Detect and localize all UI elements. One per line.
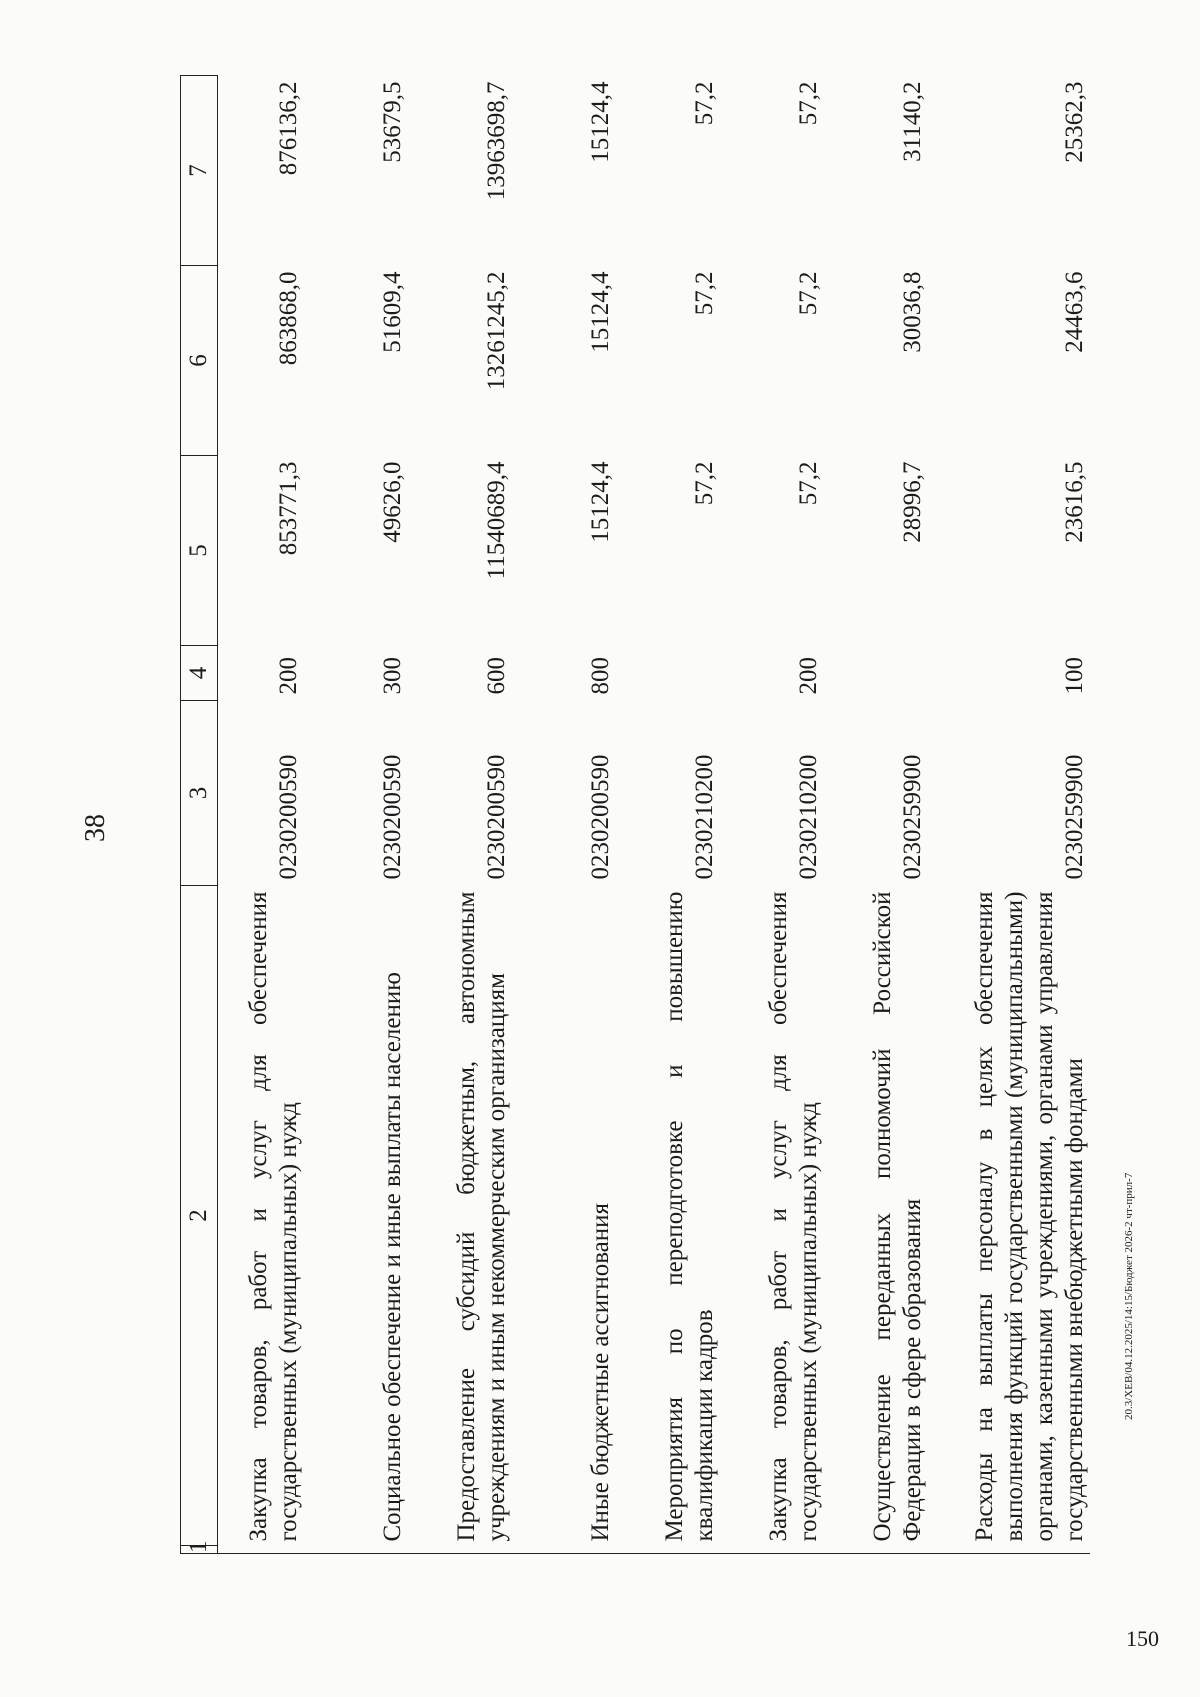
row-value-6: 13261245,2 — [483, 271, 510, 391]
row-description: Иные бюджетные ассигнования — [587, 1202, 614, 1542]
column-header-2: 2 — [181, 886, 218, 1546]
row-value-7: 57,2 — [795, 81, 822, 126]
row-code: 0230200590 — [275, 754, 302, 880]
row-marker-cell — [928, 1546, 1090, 1554]
row-value-6: 51609,4 — [379, 271, 406, 353]
row-kind: 800 — [587, 657, 614, 695]
row-description: Осуществление переданных полномочий Российской Федерации в сфере образования — [869, 891, 926, 1542]
row-value-7: 15124,4 — [587, 81, 614, 163]
row-value-5: 15124,4 — [587, 461, 614, 543]
row-marker-cell — [304, 1546, 408, 1554]
row-code: 0230210200 — [691, 754, 718, 880]
page-number-top: 38 — [80, 814, 111, 842]
row-description: Закупка товаров, работ и услуг для обеспечения государственных (муниципальных) нужд — [765, 891, 822, 1542]
row-value-5: 11540689,4 — [483, 461, 510, 580]
row-code: 0230200590 — [587, 754, 614, 880]
row-value-7: 57,2 — [691, 81, 718, 126]
row-description: Расходы на выплаты персоналу в целях обеспечения выполнения функций государственными (муниципальными) органами, казенными учреждениями, органами управления государственными внебюджетными фондами — [971, 891, 1088, 1542]
page-number-bottom: 150 — [1126, 1626, 1159, 1651]
column-header-4: 4 — [181, 646, 218, 701]
row-marker-cell — [616, 1546, 720, 1554]
table-row — [928, 76, 1090, 1554]
row-value-7: 25362,3 — [1061, 81, 1088, 163]
table-row — [824, 76, 928, 1554]
table-row — [720, 76, 824, 1554]
row-value-5: 853771,3 — [275, 461, 302, 556]
row-value-5: 57,2 — [795, 461, 822, 506]
table-row — [408, 76, 512, 1554]
row-code: 0230200590 — [379, 754, 406, 880]
table-header-row — [181, 76, 218, 1554]
row-value-7: 31140,2 — [899, 81, 926, 162]
row-code: 0230259900 — [1061, 754, 1088, 880]
budget-table — [180, 75, 1090, 1554]
row-description: Мероприятия по переподготовке и повышению квалификации кадров — [661, 891, 718, 1542]
row-description: Предоставление субсидий бюджетным, автономным учреждениям и иным некоммерческим организациям — [453, 891, 510, 1542]
table-row — [512, 76, 616, 1554]
row-marker-cell — [720, 1546, 824, 1554]
row-kind: 300 — [379, 657, 406, 695]
row-kind — [616, 646, 720, 701]
row-description: Социальное обеспечение и иные выплаты населению — [379, 972, 406, 1542]
column-header-5: 5 — [181, 456, 218, 646]
row-value-6: 24463,6 — [1061, 271, 1088, 353]
row-value-6: 15124,4 — [587, 271, 614, 353]
row-value-5: 23616,5 — [1061, 461, 1088, 543]
table-row — [218, 76, 305, 1554]
row-value-5: 49626,0 — [379, 461, 406, 543]
row-code: 0230259900 — [899, 754, 926, 880]
column-header-3: 3 — [181, 701, 218, 886]
column-header-6: 6 — [181, 266, 218, 456]
row-code: 0230210200 — [795, 754, 822, 880]
row-description: Закупка товаров, работ и услуг для обеспечения государственных (муниципальных) нужд — [245, 891, 302, 1542]
table-row — [304, 76, 408, 1554]
row-code: 0230200590 — [483, 754, 510, 880]
row-kind — [824, 646, 928, 701]
footer-note: 20.3/XEB/04.12.2025/14:15/Бюджет 2026-2 чт-прил-7 — [1123, 1172, 1135, 1420]
row-marker-cell — [218, 1546, 305, 1554]
row-value-6: 57,2 — [795, 271, 822, 316]
row-marker-cell — [824, 1546, 928, 1554]
column-header-7: 7 — [181, 76, 218, 266]
row-kind: 200 — [275, 657, 302, 695]
row-value-7: 53679,5 — [379, 81, 406, 163]
row-value-5: 28996,7 — [899, 461, 926, 543]
row-value-5: 57,2 — [691, 461, 718, 506]
row-kind: 600 — [483, 657, 510, 695]
budget-table-container — [180, 76, 1090, 1554]
row-value-7: 13963698,7 — [483, 81, 510, 201]
column-header-1: 1 — [181, 1546, 218, 1554]
row-value-7: 876136,2 — [275, 81, 302, 176]
row-marker-cell — [408, 1546, 512, 1554]
row-kind: 200 — [795, 657, 822, 695]
row-kind: 100 — [1061, 657, 1088, 695]
row-value-6: 57,2 — [691, 271, 718, 316]
table-row — [616, 76, 720, 1554]
row-value-6: 30036,8 — [899, 271, 926, 353]
row-value-6: 863868,0 — [275, 271, 302, 366]
row-marker-cell — [512, 1546, 616, 1554]
